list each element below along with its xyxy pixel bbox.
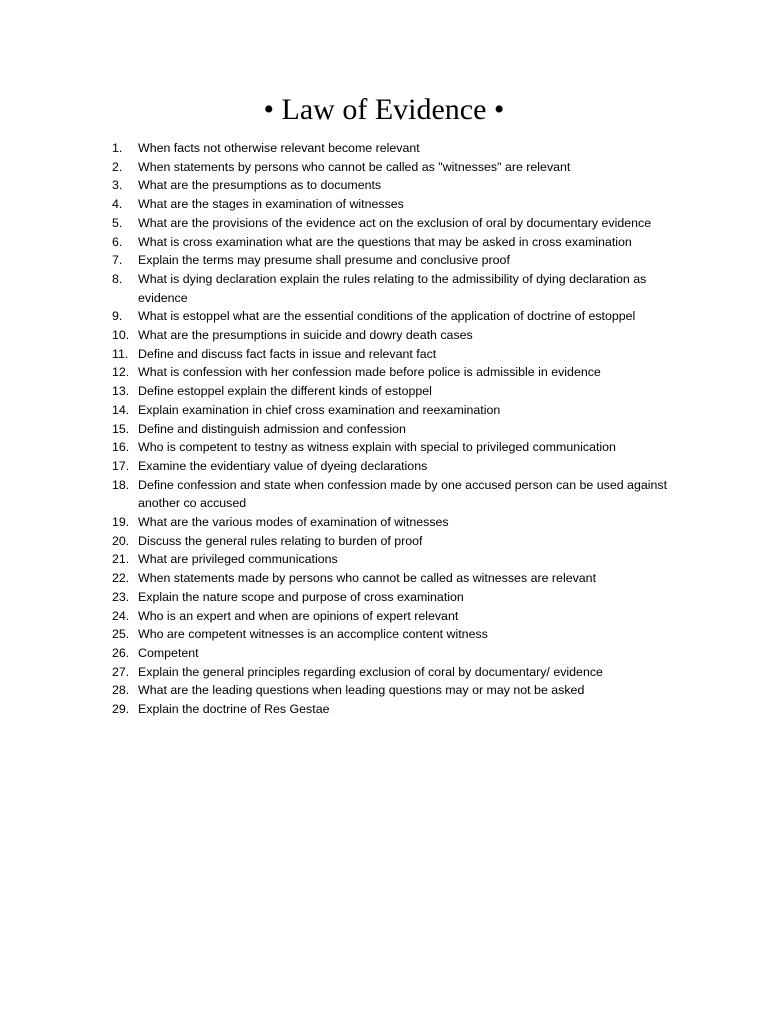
question-text: When statements by persons who cannot be called as "witnesses" are relevant [138,159,571,174]
question-item [112,139,682,158]
question-number: 8. [112,271,123,286]
question-number: 3. [112,178,123,193]
question-text: Define and discuss fact facts in issue and relevant fact [138,346,437,361]
question-number: 1. [112,141,123,155]
question-number: 24. [112,608,130,623]
question-item [112,363,682,382]
question-number: 7. [112,253,123,268]
question-text: When statements made by persons who cannot be called as witnesses are relevant [138,571,597,586]
question-number: 14. [112,402,130,417]
question-item [112,532,682,551]
question-number: 11. [112,346,129,361]
question-text: Explain the terms may presume shall presume and conclusive proof [138,253,510,268]
question-item [112,307,682,326]
question-text: What are the stages in examination of witnesses [138,197,404,212]
question-text: What are the various modes of examination of witnesses [138,515,449,530]
question-text: Explain the doctrine of Res Gestae [138,702,330,717]
question-text: When facts not otherwise relevant become relevant [138,141,420,155]
question-text: Who is an expert and when are opinions of expert relevant [138,608,459,623]
question-number: 10. [112,328,130,343]
question-number: 5. [112,215,123,230]
question-item [112,457,682,476]
question-number: 15. [112,421,130,436]
question-item [112,438,682,457]
question-item [112,233,682,252]
question-number: 13. [112,384,130,399]
question-item [112,251,682,270]
question-text: Competent [138,645,199,660]
question-number: 17. [112,458,130,473]
question-number: 4. [112,197,123,212]
question-number: 18. [112,477,130,492]
question-item [112,345,682,364]
question-item [112,420,682,439]
question-item [112,401,682,420]
question-item [112,663,682,682]
question-text: What are the leading questions when leading questions may or may not be asked [138,683,585,698]
question-number: 12. [112,365,130,380]
question-text: What is dying declaration explain the rules relating to the admissibility of dying declaration as evidence [138,271,647,305]
question-number: 29. [112,702,130,717]
question-item [112,569,682,588]
question-text: Define estoppel explain the different kinds of estoppel [138,384,432,399]
question-item [112,588,682,607]
question-item [112,326,682,345]
question-item [112,607,682,626]
question-item [112,681,682,700]
question-text: What are the presumptions as to documents [138,178,382,193]
page-title: • Law of Evidence • [263,93,505,126]
question-text: Explain the nature scope and purpose of cross examination [138,589,464,604]
question-number: 9. [112,309,123,324]
question-item [112,195,682,214]
question-number: 26. [112,645,130,660]
question-item [112,644,682,663]
question-item [112,382,682,401]
question-text: Who are competent witnesses is an accomplice content witness [138,627,488,642]
question-number: 6. [112,234,123,249]
question-number: 25. [112,627,130,642]
question-item [112,158,682,177]
question-item [112,700,682,719]
question-text: What is confession with her confession made before police is admissible in evidence [138,365,601,380]
question-number: 2. [112,159,123,174]
question-text: Discuss the general rules relating to burden of proof [138,533,423,548]
question-text: Examine the evidentiary value of dyeing declarations [138,458,428,473]
question-text: Explain the general principles regarding exclusion of coral by documentary/ evidence [138,664,603,679]
question-item [112,476,682,513]
question-text: Explain examination in chief cross examination and reexamination [138,402,501,417]
question-text: What is estoppel what are the essential conditions of the application of doctrine of estoppel [138,309,636,324]
question-item [112,625,682,644]
question-item [112,176,682,195]
question-number: 22. [112,571,130,586]
question-text: What is cross examination what are the questions that may be asked in cross examination [138,234,632,249]
question-number: 20. [112,533,130,548]
question-text: Who is competent to testny as witness explain with special to privileged communication [138,440,616,455]
question-text: What are the presumptions in suicide and dowry death cases [138,328,473,343]
question-text: What are privileged communications [138,552,338,567]
question-number: 28. [112,683,130,698]
question-list [112,139,682,719]
question-item [112,270,682,307]
question-text: Define confession and state when confession made by one accused person can be used against another co accused [138,477,668,511]
question-number: 21. [112,552,130,567]
question-text: Define and distinguish admission and confession [138,421,406,436]
question-number: 16. [112,440,130,455]
question-number: 19. [112,515,130,530]
question-item [112,513,682,532]
question-text: What are the provisions of the evidence act on the exclusion of oral by documentary evidence [138,215,652,230]
question-number: 23. [112,589,130,604]
question-item [112,550,682,569]
question-item [112,214,682,233]
question-number: 27. [112,664,130,679]
